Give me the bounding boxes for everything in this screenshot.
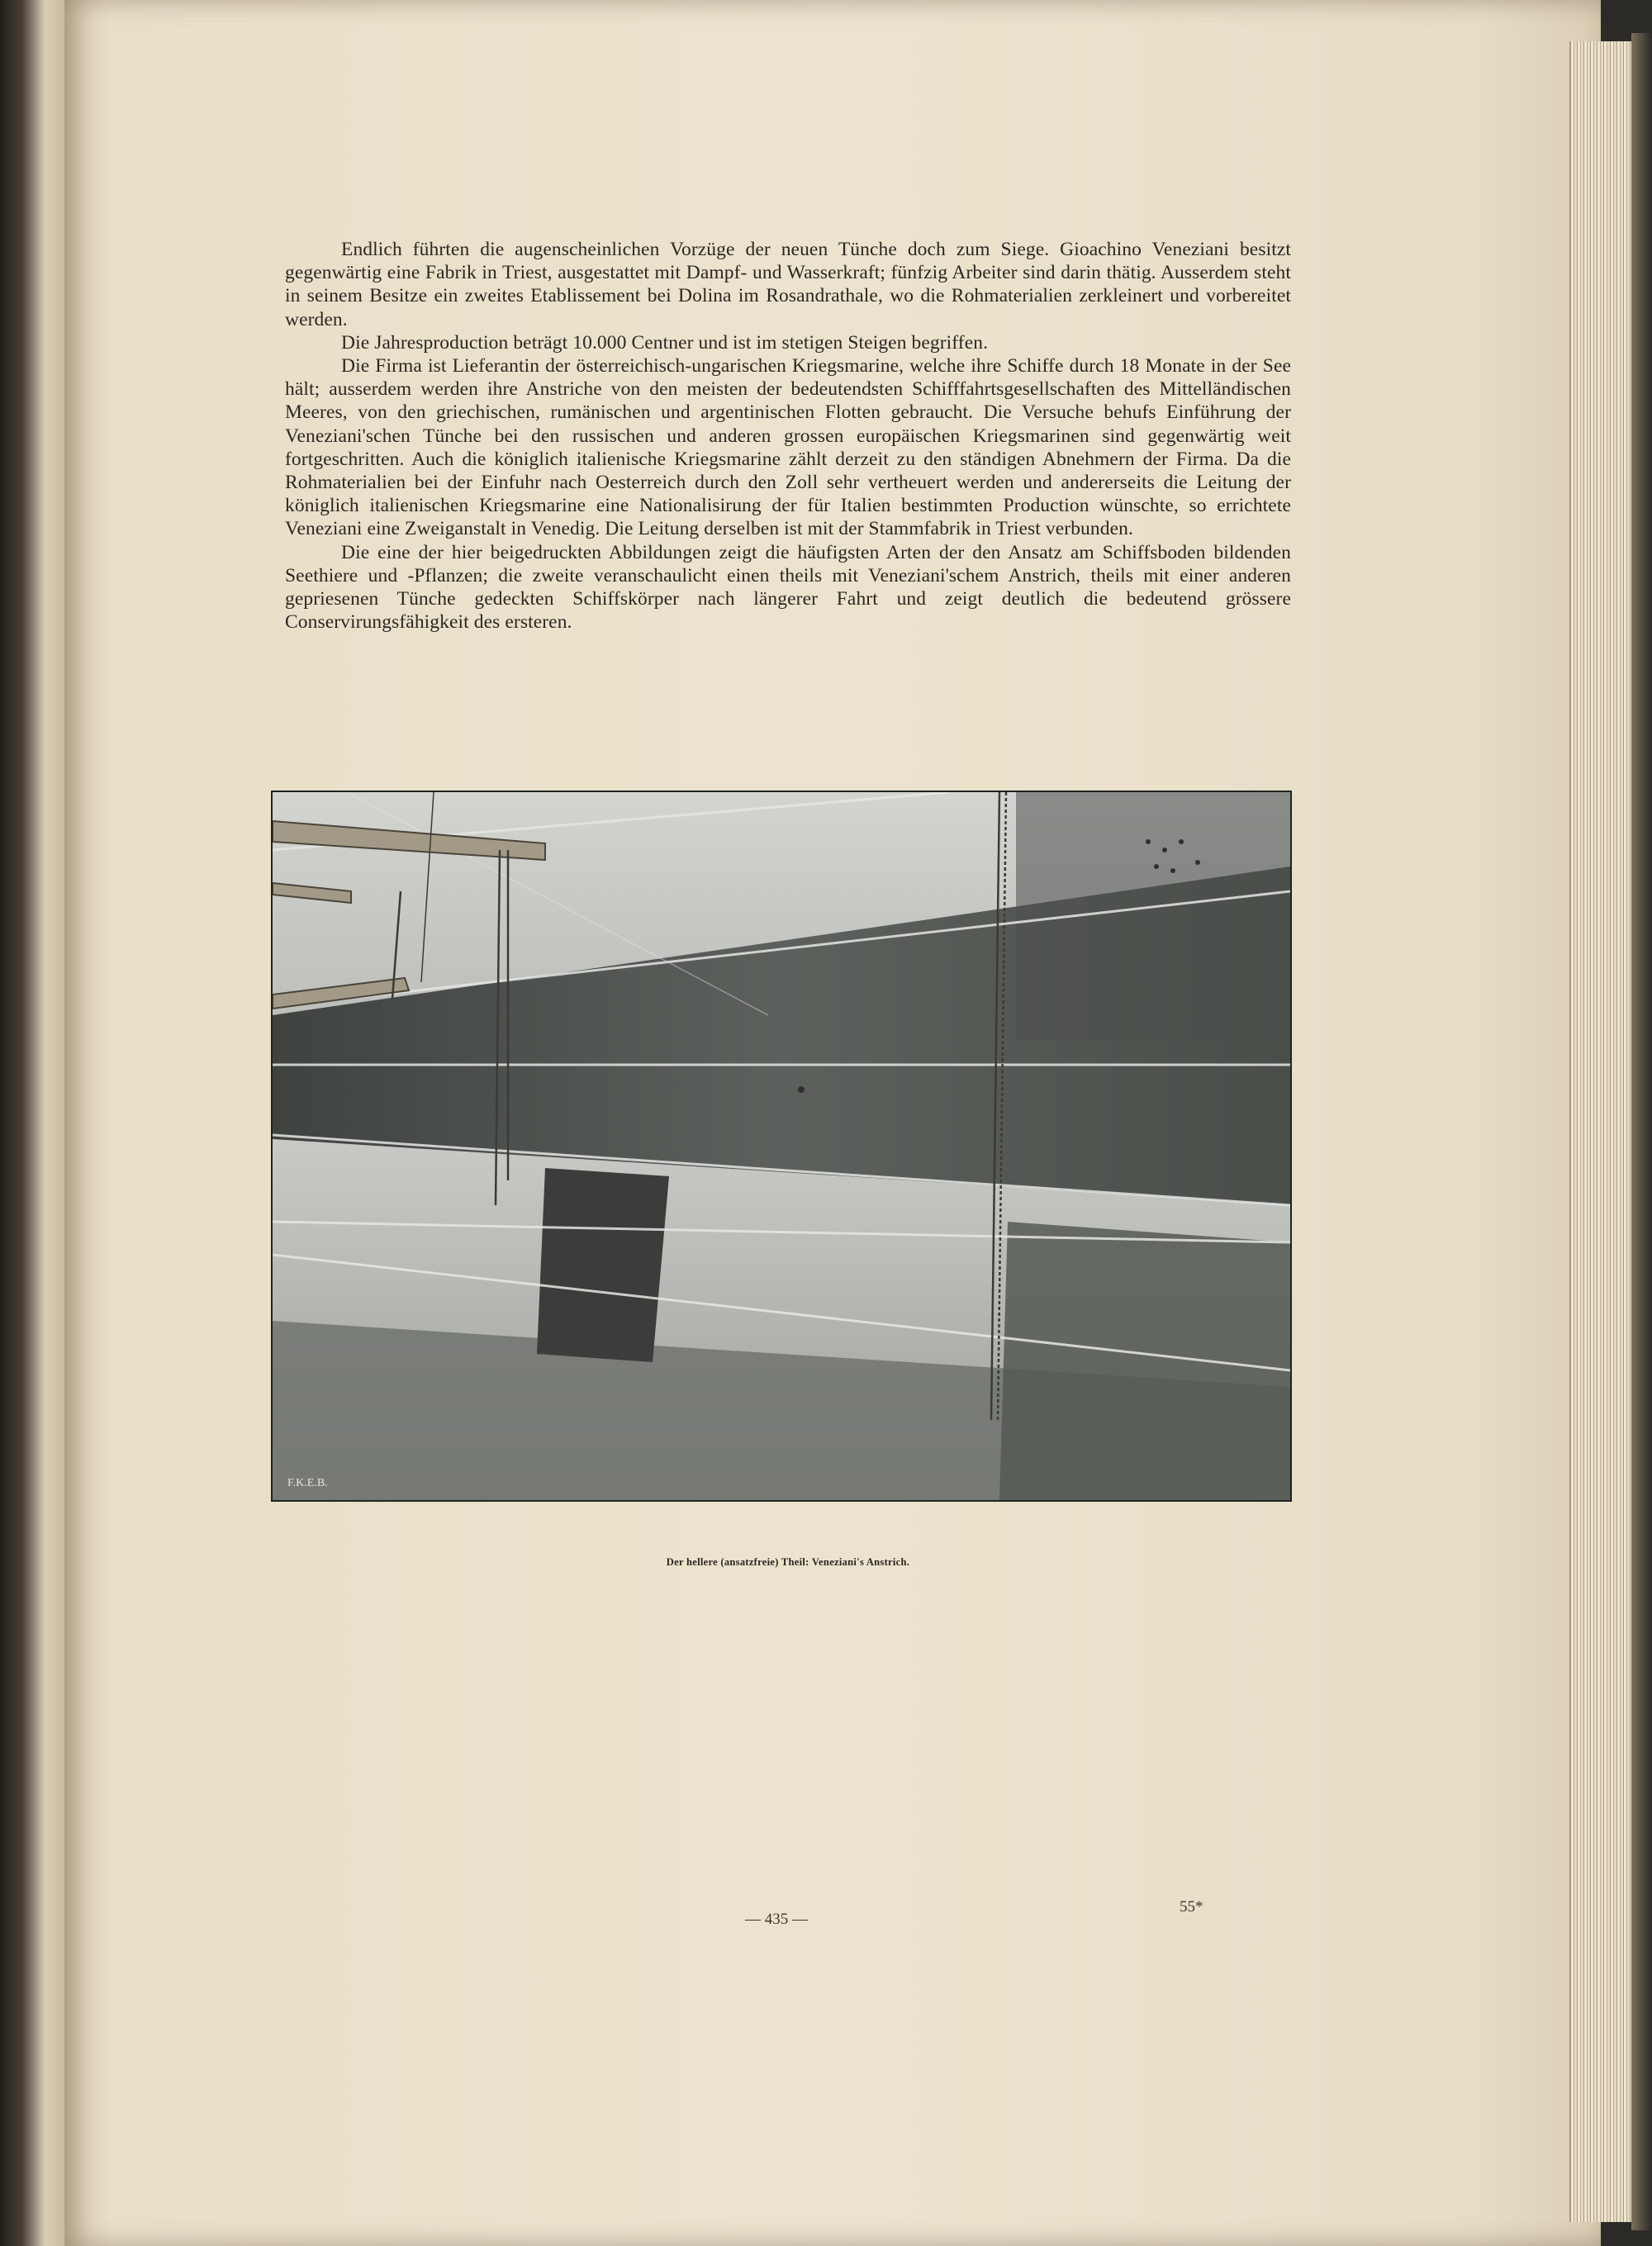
ship-hull-photograph xyxy=(271,791,1292,1502)
figure-caption: Der hellere (ansatzfreie) Theil: Veneziani's Anstrich. xyxy=(666,1556,910,1568)
binding-shadow xyxy=(1631,33,1652,2230)
page-edges xyxy=(1569,41,1633,2222)
paragraph: Die eine der hier beigedruckten Abbildungen zeigt die häufigsten Arten der den Ansatz am Schiffsboden bildenden Seethiere und -Pflanzen; die zweite veranschaulicht einen theils mit Veneziani'schem Anstrich, theils mit einer anderen gepriesenen Tünche gedeckten Schiffskörper nach längerer Fahrt und zeigt deutlich die bedeutend grössere Conservirungsfähigkeit des ersteren. xyxy=(285,541,1291,634)
paragraph: Endlich führten die augenscheinlichen Vorzüge der neuen Tünche doch zum Siege. Gioachino Veneziani besitzt gegenwärtig eine Fabrik in Triest, ausgestattet mit Dampf- und Wasserkraft; fünfzig Arbeiter sind darin thätig. Ausserdem steht in seinem Besitze ein zweites Etablissement bei Dolina im Rosandrathale, wo die Rohmaterialien zerkleinert und vorbereitet werden. xyxy=(285,239,1291,330)
engraver-mark: F.K.E.B. xyxy=(287,1477,328,1489)
paragraph: Die Firma ist Lieferantin der österreichisch-ungarischen Kriegsmarine, welche ihre Schiffe durch 18 Monate in der See hält; ausserdem werden ihre Anstriche von den meisten der bedeutendsten Schifffahrtsgesellschaften des Mittelländischen Meeres, von den griechischen, rumänischen und argentinischen Flotten gebraucht. Die Versuche behufs Einführung der Veneziani'schen Tünche bei den russischen und anderen grossen europäischen Kriegsmarinen sind gegenwärtig weit fortgeschritten. Auch die königlich italienische Kriegsmarine zählt derzeit zu den ständigen Abnehmern der Firma. Da die Rohmaterialien bei der Einfuhr nach Oesterreich durch den Zoll sehr vertheuert werden und andererseits die Leitung der königlich italienischen Kriegsmarine eine Nationalisirung der für Italien bestimmten Production wünschte, so errichtete Veneziani eine Zweiganstalt in Venedig. Die Leitung derselben ist mit der Stammfabrik in Triest verbunden. xyxy=(285,355,1291,540)
signature-mark: 55* xyxy=(1180,1898,1203,1916)
previous-page-edge xyxy=(0,0,64,2246)
paragraph: Die Jahresproduction beträgt 10.000 Centner und ist im stetigen Steigen begriffen. xyxy=(341,331,989,354)
body-text xyxy=(285,238,1291,634)
page-number: — 435 — xyxy=(745,1911,808,1928)
